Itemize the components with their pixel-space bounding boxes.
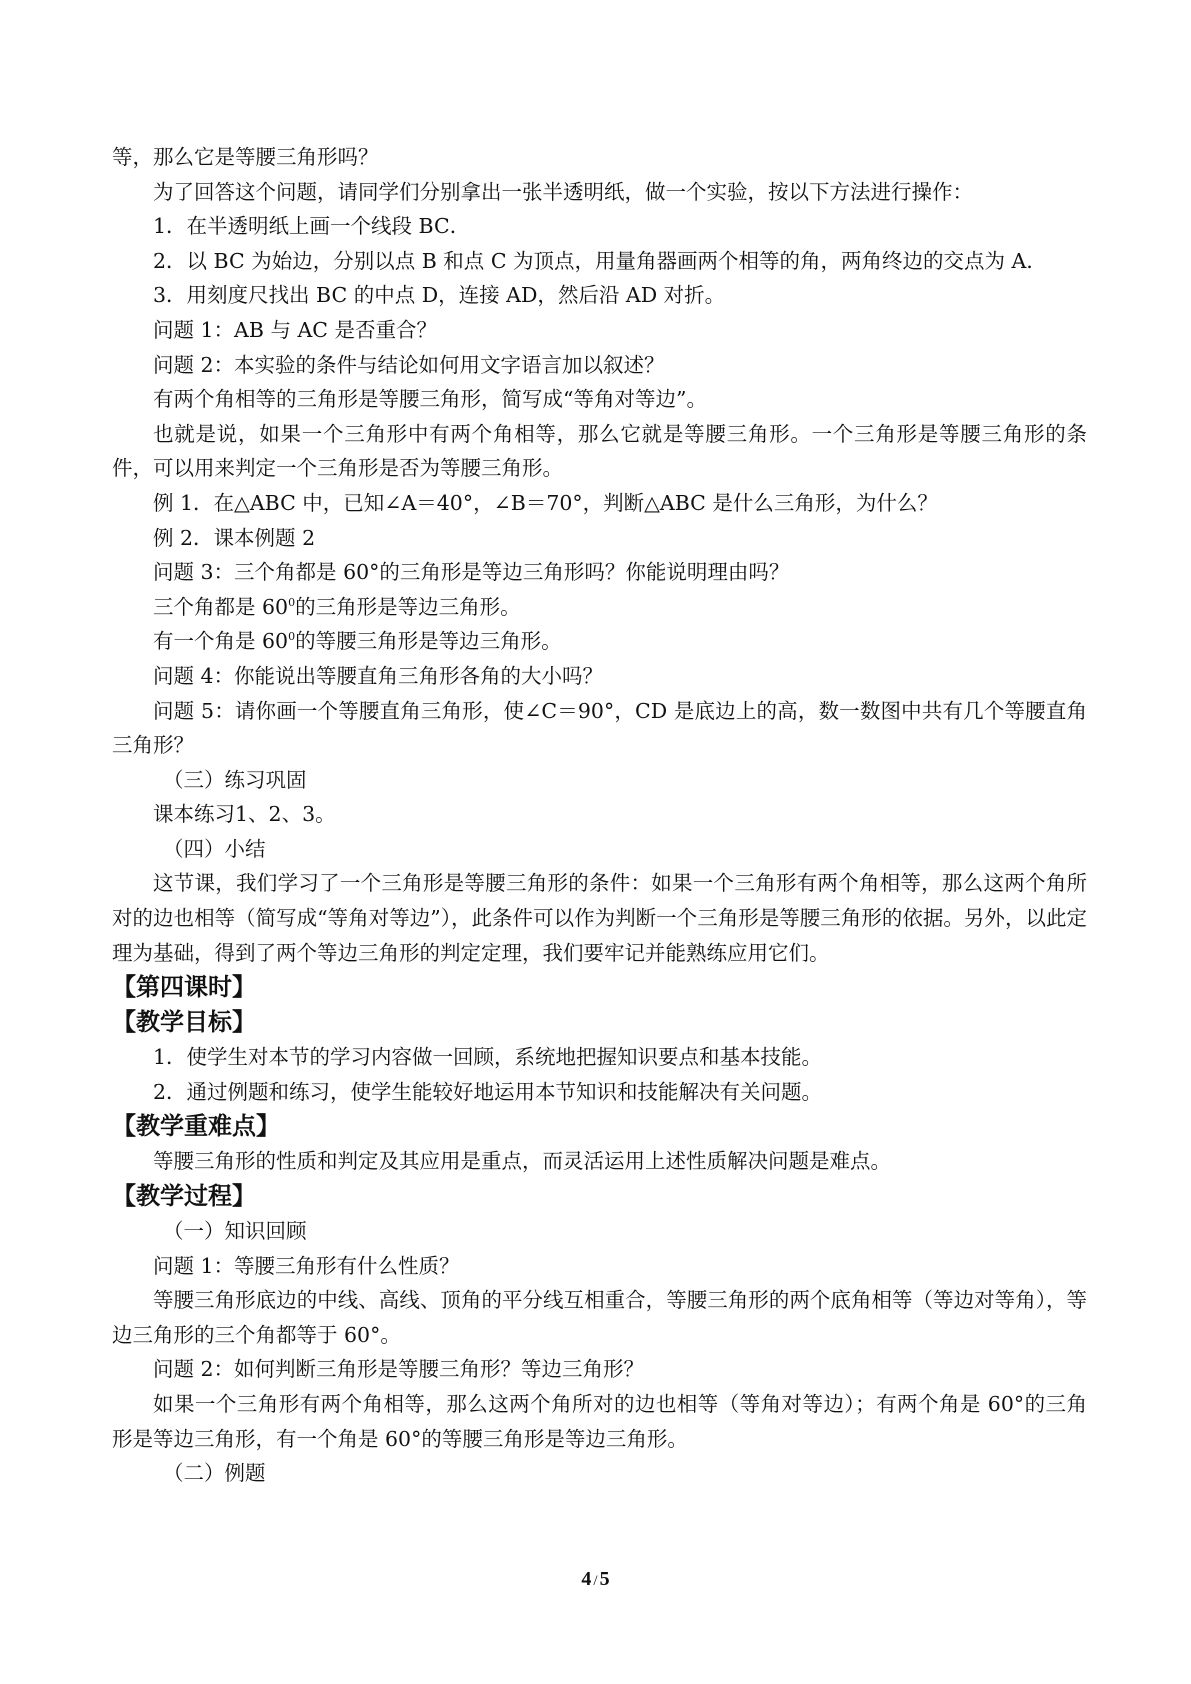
paragraph: 问题 5：请你画一个等腰直角三角形，使∠C＝90°，CD 是底边上的高，数一数图中共有几个等腰直角三角形？	[112, 698, 1087, 758]
paragraph: 1．使学生对本节的学习内容做一回顾，系统地把握知识要点和基本技能。	[153, 1045, 823, 1070]
paragraph: 问题 4：你能说出等腰直角三角形各角的大小吗？	[153, 663, 604, 688]
paragraph: 问题 1：AB 与 AC 是否重合？	[153, 317, 437, 342]
paragraph: 等腰三角形底边的中线、高线、顶角的平分线互相重合，等腰三角形的两个底角相等（等边对等角），等边三角形的三个角都等于 60°。	[112, 1288, 1087, 1347]
section-heading: 【第四课时】	[112, 973, 256, 1002]
current-page: 4	[581, 1568, 592, 1590]
text-run: 的三角形是等边三角形。	[295, 594, 521, 619]
paragraph: 问题 3：三个角都是 60°的三角形是等边三角形吗？你能说明理由吗？	[153, 560, 790, 585]
paragraph: 例 2．课本例题 2	[153, 525, 316, 550]
paragraph: 3．用刻度尺找出 BC 的中点 D，连接 AD，然后沿 AD 对折。	[153, 283, 726, 308]
superscript: 0	[288, 595, 296, 609]
paragraph: 2．通过例题和练习，使学生能较好地运用本节知识和技能解决有关问题。	[153, 1079, 823, 1104]
section-heading: 【教学过程】	[112, 1182, 256, 1211]
total-pages: 5	[599, 1568, 610, 1590]
section-label: （三）练习巩固	[163, 767, 307, 792]
paragraph: 如果一个三角形有两个角相等，那么这两个角所对的边也相等（等角对等边）；有两个角是 60°的三角形是等边三角形，有一个角是 60°的等腰三角形是等边三角形。	[112, 1392, 1087, 1451]
paragraph: 例 1．在△ABC 中，已知∠A＝40°，∠B＝70°，判断△ABC 是什么三角形，为什么？	[153, 490, 938, 515]
text-run: 有一个角是 60	[153, 629, 289, 654]
paragraph: 问题 2：本实验的条件与结论如何用文字语言加以叙述？	[153, 352, 665, 377]
paragraph: 问题 2：如何判断三角形是等腰三角形？等边三角形？	[153, 1357, 645, 1382]
page-number	[0, 1568, 1191, 1591]
paragraph	[112, 590, 1087, 625]
text-run: 的等腰三角形是等边三角形。	[295, 629, 562, 654]
paragraph: 课本练习1、2、3。	[153, 802, 336, 827]
paragraph: 等，那么它是等腰三角形吗？	[112, 145, 379, 169]
page-separator: /	[593, 1573, 598, 1589]
paragraph: 这节课，我们学习了一个三角形是等腰三角形的条件：如果一个三角形有两个角相等，那么这两个角所对的边也相等（简写成“等角对等边”），此条件可以作为判断一个三角形是等腰三角形的依据。另外，以此定理为基础，得到了两个等边三角形的判定定理，我们要牢记并能熟练应用它们。	[112, 871, 1087, 965]
paragraph: 1．在半透明纸上画一个线段 BC．	[153, 214, 471, 239]
paragraph: 等腰三角形的性质和判定及其应用是重点，而灵活运用上述性质解决问题是难点。	[153, 1149, 891, 1174]
superscript: 0	[288, 630, 296, 644]
document-body	[112, 140, 1087, 1491]
section-heading: 【教学重难点】	[112, 1112, 280, 1141]
section-heading: 【教学目标】	[112, 1008, 256, 1037]
section-label: （一）知识回顾	[163, 1219, 307, 1244]
paragraph	[112, 624, 1087, 659]
section-label: （四）小结	[163, 836, 266, 861]
paragraph: 问题 1：等腰三角形有什么性质？	[153, 1253, 460, 1278]
paragraph: 也就是说，如果一个三角形中有两个角相等，那么它就是等腰三角形。一个三角形是等腰三角形的条件，可以用来判定一个三角形是否为等腰三角形。	[112, 421, 1087, 481]
paragraph: 为了回答这个问题，请同学们分别拿出一张半透明纸，做一个实验，按以下方法进行操作：	[153, 179, 973, 204]
paragraph: 2．以 BC 为始边，分别以点 B 和点 C 为顶点，用量角器画两个相等的角，两角终边的交点为 A．	[153, 248, 1047, 273]
paragraph: 有两个角相等的三角形是等腰三角形，简写成“等角对等边”。	[153, 387, 707, 412]
section-label: （二）例题	[163, 1461, 266, 1486]
text-run: 三个角都是 60	[153, 594, 289, 619]
